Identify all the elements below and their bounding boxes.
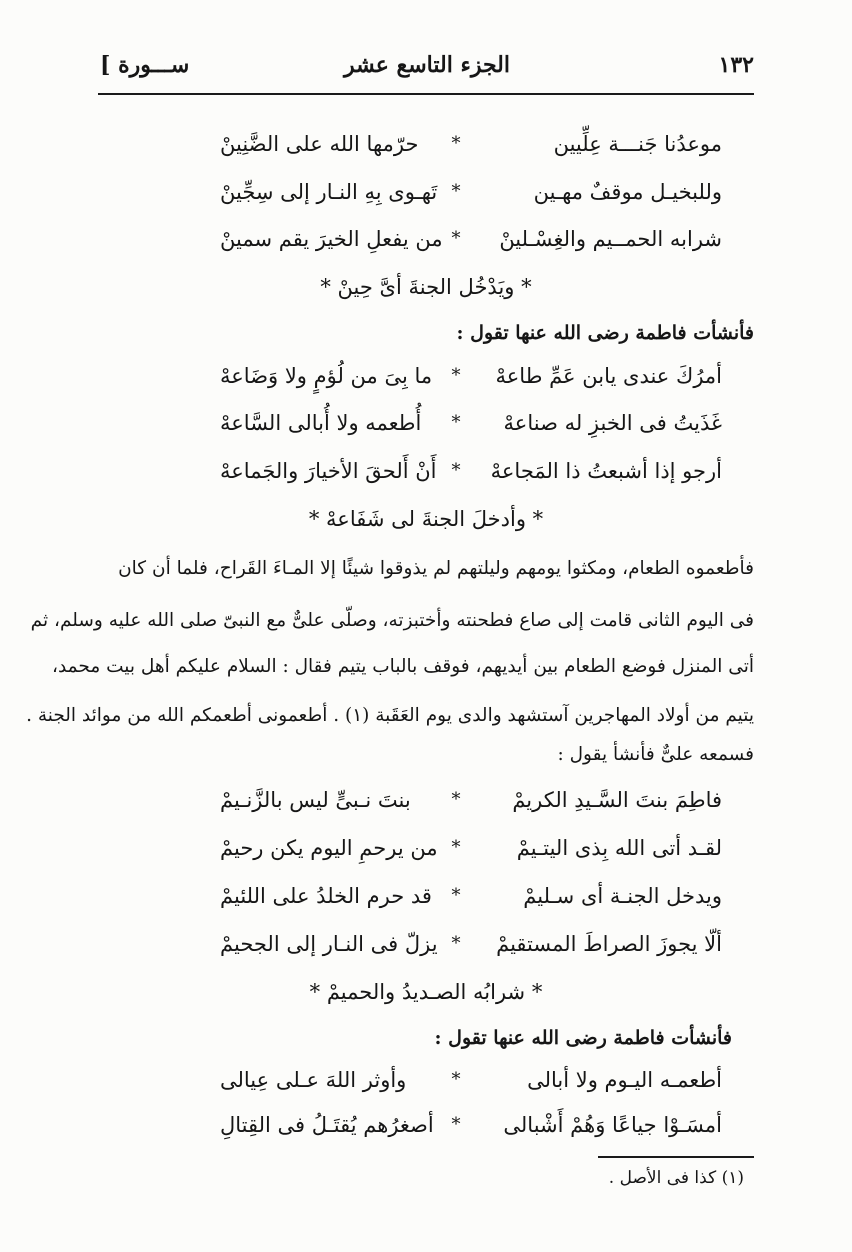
verse-separator: * (451, 181, 461, 202)
verse-separator: * (451, 933, 461, 954)
verse-line (190, 1113, 722, 1153)
first-hemistich: أطعمـه اليـوم ولا أبالى (527, 1068, 722, 1092)
prose-line: أتى المنزل فوضع الطعام بين أيديهم، فوقف بالباب يتيم فقال : السلام عليكم أهل بيت محمد، (52, 656, 754, 677)
second-hemistich: من يفعلِ الخيرَ يقم سمينْ (220, 227, 443, 251)
verse-line (190, 1068, 722, 1108)
second-hemistich: يزلّ فى النـار إلى الجحيمْ (220, 932, 438, 956)
verse-line (190, 932, 722, 972)
second-hemistich: تَهـوى بِهِ النـار إلى سِجِّينْ (220, 180, 438, 204)
verse-separator: * (451, 1114, 461, 1135)
prose-line: يتيم من أولاد المهاجرين آستشهد والدى يوم العَقَبة (١) . أطعمونى أطعمكم الله من موائد الجنة . (26, 705, 754, 726)
prose-line: فى اليوم الثانى قامت إلى صاع فطحنته وأختبزته، وصلّى علىٌّ مع النبىّ صلى الله عليه وسلم، ثم (30, 610, 754, 631)
footnote-rule (598, 1156, 754, 1158)
second-hemistich: حرّمها الله على الضَّنِينْ (220, 132, 419, 156)
part-title: الجزء التاسع عشر (343, 52, 510, 78)
first-hemistich: فاطِمَ بنتَ السَّـيدِ الكريمْ (512, 788, 722, 812)
second-hemistich: قد حرم الخلدُ على اللئيمْ (220, 884, 432, 908)
closing-verse: * وأدخلَ الجنةَ لى شَفَاعهْ * (308, 507, 544, 531)
first-hemistich: أرجو إذا أشبعتُ ذا المَجاعهْ (490, 459, 722, 483)
verse-separator: * (451, 228, 461, 249)
first-hemistich: لقـد أتى الله بِذى اليتـيمْ (516, 836, 722, 860)
second-hemistich: أَنْ أَلحقَ الأخيارَ والجَماعهْ (220, 459, 437, 483)
closing-verse: * شرابُه الصـديدُ والحميمْ * (309, 980, 543, 1004)
second-hemistich: وأوثر اللهَ عـلى عِيالى (220, 1068, 407, 1092)
verse-separator: * (451, 133, 461, 154)
second-hemistich: من يرحمِ اليوم يكن رحيمْ (220, 836, 438, 860)
closing-verse: * ويَدْخُل الجنةَ أىَّ حِينْ * (320, 275, 532, 299)
page-number: ١٣٢ (718, 52, 754, 78)
second-hemistich: أُطعمه ولا أُبالى السَّاعهْ (220, 411, 422, 435)
first-hemistich: موعدُنا جَنـــة عِلِّيين (553, 132, 722, 156)
footnote: (١) كذا فى الأصل . (608, 1168, 744, 1188)
verse-line (190, 227, 722, 267)
verse-line (190, 132, 722, 172)
poem-intro: فأنشأت فاطمة رضى الله عنها تقول : (434, 1027, 732, 1049)
verse-separator: * (451, 412, 461, 433)
second-hemistich: ما بِىَ من لُؤمٍ ولا وَضَاعهْ (220, 364, 433, 388)
first-hemistich: شرابه الحمــيم والغِسْـلينْ (499, 227, 722, 251)
first-hemistich: غَذَيتُ فى الخبزِ له صناعهْ (503, 411, 722, 435)
verse-separator: * (451, 1069, 461, 1090)
prose-line: فأطعموه الطعام، ومكثوا يومهم وليلتهم لم يذوقوا شيئًا إلا المـاءَ القَراح، فلما أن كان (118, 558, 754, 579)
verse-line (190, 411, 722, 451)
prose-line: فسمعه علىٌّ فأنشأ يقول : (557, 744, 754, 765)
first-hemistich: ويدخل الجنـة أى سـليمْ (523, 884, 722, 908)
first-hemistich: أمسَـوْا جياعًا وَهُمْ أَشْبالى (503, 1113, 722, 1137)
verse-separator: * (451, 837, 461, 858)
verse-line (190, 459, 722, 499)
first-hemistich: وللبخيـل موقفٌ مهـين (533, 180, 722, 204)
poem-intro: فأنشأت فاطمة رضى الله عنها تقول : (456, 322, 754, 344)
verse-separator: * (451, 365, 461, 386)
verse-separator: * (451, 789, 461, 810)
verse-separator: * (451, 885, 461, 906)
second-hemistich: أصغرُهم يُقتَـلُ فى القِتالِ (220, 1113, 434, 1137)
verse-line (190, 884, 722, 924)
surah-label: [ ســـورة (100, 52, 190, 78)
verse-line (190, 364, 722, 404)
verse-line (190, 836, 722, 876)
second-hemistich: بنتَ نـبىٍّ ليس بالزَّنـيمْ (220, 788, 411, 812)
verse-line (190, 788, 722, 828)
verse-line (190, 180, 722, 220)
header-rule (98, 93, 754, 95)
running-header (100, 50, 754, 84)
first-hemistich: أمرُكَ عندى يابن عَمِّ طاعهْ (495, 364, 722, 388)
verse-separator: * (451, 460, 461, 481)
first-hemistich: ألّا يجوزَ الصراطَ المستقيمْ (496, 932, 722, 956)
